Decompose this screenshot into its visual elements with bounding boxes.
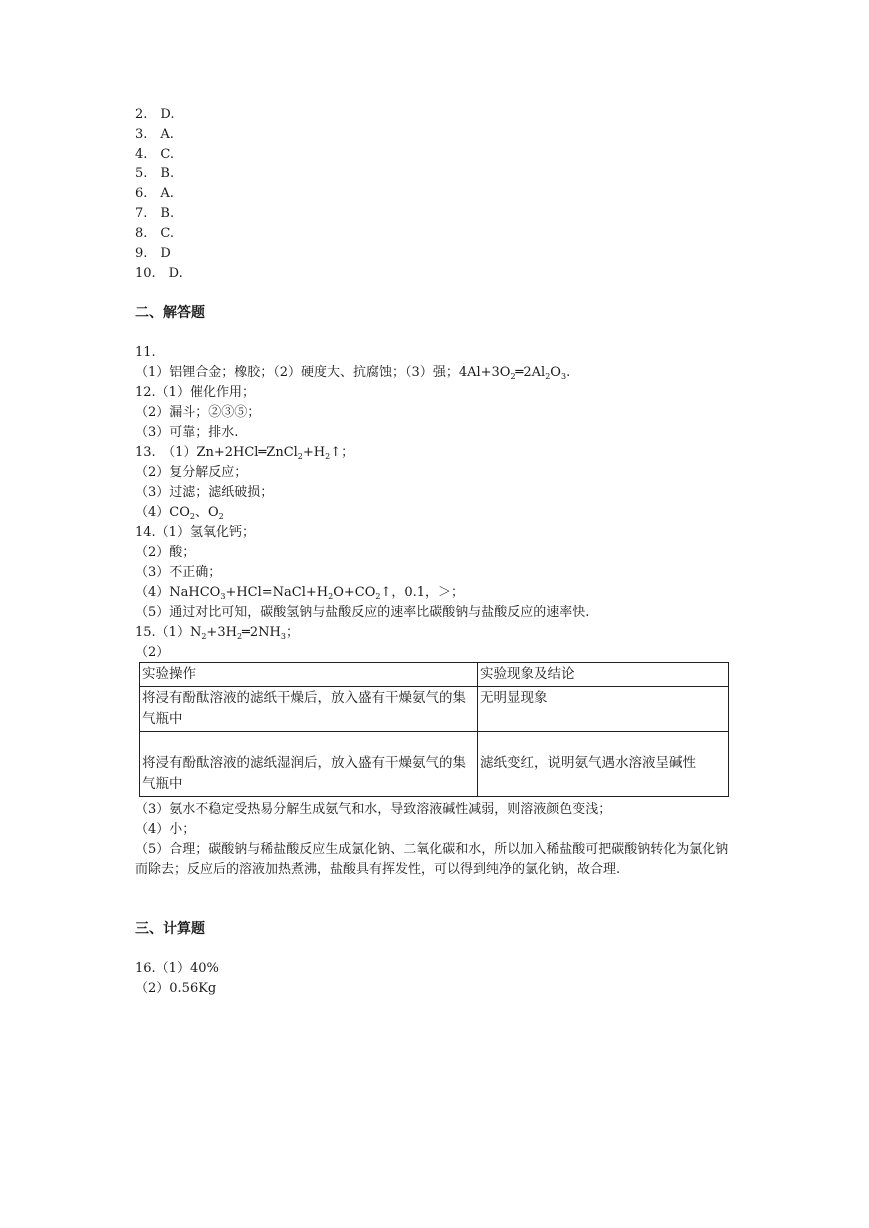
section-2-title: 二、解答题 bbox=[135, 305, 205, 321]
q15-line-5: （5）合理；碳酸钠与稀盐酸反应生成氯化钠、二氧化碳和水，所以加入稀盐酸可把碳酸钠转化为氯化钠而除去；反应后的溶液加热煮沸，盐酸具有挥发性，可以得到纯净的氯化钠，故合理. bbox=[135, 842, 729, 877]
answer-3: 3. A. bbox=[135, 127, 174, 142]
q14-line-2: （2）酸； bbox=[135, 545, 196, 560]
answer-4: 4. C. bbox=[135, 147, 175, 162]
table-cell-operation: 将浸有酚酞溶液的滤纸湿润后，放入盛有干燥氨气的集气瓶中 bbox=[140, 732, 478, 797]
q14-line-1: 14.（1）氢氧化钙； bbox=[135, 525, 255, 540]
answer-2: 2. D. bbox=[135, 107, 175, 122]
answer-7: 7. B. bbox=[135, 206, 175, 221]
section-3-title: 三、计算题 bbox=[135, 921, 205, 937]
q14-line-4: $(4)NaHCO_3+HCl=NaCl+H_2O+CO_2↑$，0.1，＞； bbox=[135, 585, 465, 601]
q13-line-3: （3）过滤；滤纸破损； bbox=[135, 485, 274, 500]
answer-8: 8. C. bbox=[135, 226, 175, 241]
table-row bbox=[140, 732, 729, 797]
q16-line-1: 16.（1）40% bbox=[135, 961, 219, 976]
q12-line-2: （2）漏斗；②③⑤； bbox=[135, 405, 261, 420]
experiment-table bbox=[139, 662, 729, 797]
answer-9: 9. D bbox=[135, 246, 171, 261]
q15-line-1: $15.(1)N_2+3H_2═2NH_3$； bbox=[135, 625, 299, 641]
q11-number: 11. bbox=[135, 345, 156, 360]
q12-line-3: （3）可靠；排水. bbox=[135, 425, 239, 440]
table-header-row bbox=[140, 663, 729, 687]
answer-6: 6. A. bbox=[135, 186, 174, 201]
table-row bbox=[140, 687, 729, 732]
answer-10: 10. D. bbox=[135, 266, 183, 281]
q15-line-2: （2） bbox=[135, 645, 170, 660]
q13-line-1: 13. $(1)Zn+2HCl═ZnCl_2+H_2↑$； bbox=[135, 445, 355, 461]
q14-line-5: （5）通过对比可知，碳酸氢钠与盐酸反应的速率比碳酸钠与盐酸反应的速率快. bbox=[135, 605, 590, 620]
q12-line-1: 12.（1）催化作用； bbox=[135, 385, 255, 400]
answer-5: 5. B. bbox=[135, 166, 175, 181]
table-header-operation: 实验操作 bbox=[140, 663, 478, 687]
q15-line-4: （4）小； bbox=[135, 822, 196, 837]
q11-answer: （1）铝锂合金；橡胶；（2）硬度大、抗腐蚀；（3）强；$4Al+3O_2═2Al_2O_3$. bbox=[135, 365, 571, 381]
q15-line-3: （3）氨水不稳定受热易分解生成氨气和水，导致溶液碱性减弱，则溶液颜色变浅； bbox=[135, 802, 612, 817]
table-header-result: 实验现象及结论 bbox=[478, 663, 729, 687]
table-cell-operation: 将浸有酚酞溶液的滤纸干燥后，放入盛有干燥氨气的集气瓶中 bbox=[140, 687, 478, 732]
q13-line-2: （2）复分解反应； bbox=[135, 465, 248, 480]
q14-line-3: （3）不正确； bbox=[135, 565, 222, 580]
q13-line-4: $(4)CO_2$、$O_2$ bbox=[135, 505, 224, 521]
table-cell-result: 无明显现象 bbox=[478, 687, 729, 732]
table-cell-result: 滤纸变红，说明氨气遇水溶液呈碱性 bbox=[478, 732, 729, 797]
q16-line-2: （2）0.56Kg bbox=[135, 981, 217, 996]
